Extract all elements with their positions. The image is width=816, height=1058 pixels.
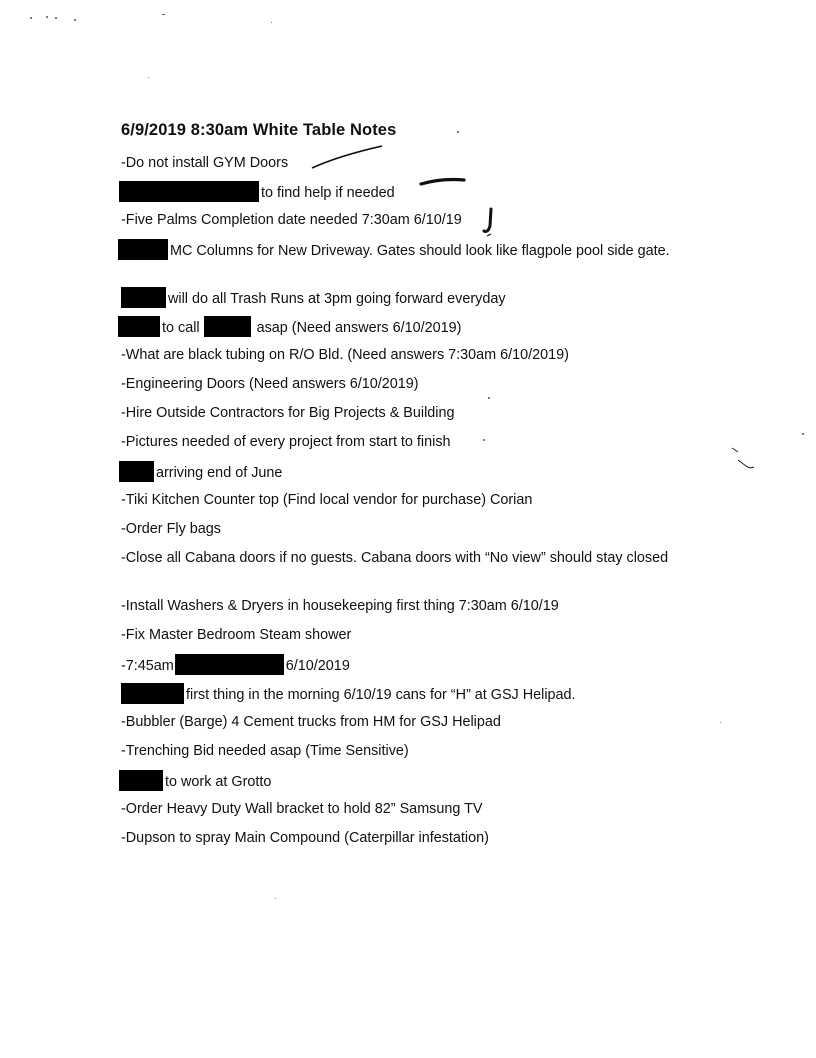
scan-speck: [457, 131, 459, 133]
note-line: [121, 210, 681, 230]
pen-stroke-mark: [308, 142, 388, 172]
redaction-block: [175, 654, 284, 675]
note-line: [121, 345, 681, 365]
note-text: -Dupson to spray Main Compound (Caterpillar infestation): [121, 830, 489, 846]
note-text: -Fix Master Bedroom Steam shower: [121, 627, 352, 643]
note-line: [121, 181, 681, 203]
note-text: -Install Washers & Dryers in housekeeping first thing 7:30am 6/10/19: [121, 598, 559, 614]
note-text: to call: [162, 320, 200, 336]
note-text: 6/10/2019: [285, 658, 350, 674]
check-mark: [482, 206, 500, 240]
redaction-block: [118, 239, 168, 260]
note-text: first thing in the morning 6/10/19 cans for “H” at GSJ Helipad.: [186, 687, 576, 703]
redaction-block: [121, 287, 166, 308]
note-text: -Hire Outside Contractors for Big Projects & Building: [121, 405, 455, 421]
redaction-block: [119, 461, 154, 482]
note-text: asap (Need answers 6/10/2019): [256, 320, 462, 336]
note-text: to work at Grotto: [165, 774, 272, 790]
note-text: -Engineering Doors (Need answers 6/10/2019): [121, 376, 419, 392]
note-line: [121, 683, 681, 705]
note-line: [121, 548, 673, 568]
redaction-block: [119, 181, 259, 202]
page-title: 6/9/2019 8:30am White Table Notes: [121, 121, 397, 139]
note-line: [121, 828, 681, 848]
scan-speck: [148, 77, 149, 78]
note-line: [121, 799, 681, 819]
scan-speck: [74, 19, 76, 21]
scan-speck: [488, 397, 490, 399]
scan-speck: [802, 433, 804, 435]
note-line: [121, 770, 681, 792]
note-text: will do all Trash Runs at 3pm going forward everyday: [168, 291, 506, 307]
note-text: -7:45am: [121, 658, 174, 674]
note-text: -Close all Cabana doors if no guests. Cabana doors with “No view” should stay closed: [121, 550, 669, 566]
note-text: -Order Heavy Duty Wall bracket to hold 82” Samsung TV: [121, 801, 483, 817]
note-line: [121, 625, 681, 645]
scan-speck: [55, 17, 57, 19]
note-text: MC Columns for New Driveway. Gates should look like flagpole pool side gate.: [170, 243, 670, 259]
note-text: to find help if needed: [261, 185, 395, 201]
scan-speck: [30, 17, 32, 19]
note-line: [121, 654, 681, 676]
note-line: [121, 712, 681, 732]
redaction-block: [119, 770, 163, 791]
scan-speck: [271, 22, 272, 23]
redaction-block: [118, 316, 160, 337]
redaction-block: [121, 683, 184, 704]
pen-stroke-mark: [418, 176, 470, 190]
note-text: -Order Fly bags: [121, 521, 221, 537]
note-text: -Tiki Kitchen Counter top (Find local vendor for purchase) Corian: [121, 492, 533, 508]
note-text: -Five Palms Completion date needed 7:30am 6/10/19: [121, 212, 462, 228]
pen-stroke-mark: [730, 446, 760, 476]
note-line: [121, 374, 681, 394]
note-line: [121, 316, 681, 338]
scan-speck: [162, 14, 165, 15]
note-line: [121, 403, 681, 423]
note-text: -What are black tubing on R/O Bld. (Need answers 7:30am 6/10/2019): [121, 347, 569, 363]
note-line: [121, 490, 681, 510]
note-line: [121, 287, 681, 309]
note-line: [121, 596, 681, 616]
note-line: [121, 153, 681, 173]
scan-speck: [46, 16, 48, 18]
note-text: -Trenching Bid needed asap (Time Sensitive): [121, 743, 409, 759]
note-text: arriving end of June: [156, 465, 283, 481]
note-line: [121, 432, 681, 452]
note-line: [121, 519, 681, 539]
redaction-block: [204, 316, 251, 337]
note-line: [121, 461, 681, 483]
scan-speck: [720, 722, 721, 723]
note-text: -Bubbler (Barge) 4 Cement trucks from HM for GSJ Helipad: [121, 714, 501, 730]
note-line: [121, 741, 681, 761]
note-text: -Pictures needed of every project from start to finish: [121, 434, 451, 450]
note-text: -Do not install GYM Doors: [121, 155, 289, 171]
scan-speck: [275, 898, 276, 899]
note-line: [121, 239, 673, 261]
